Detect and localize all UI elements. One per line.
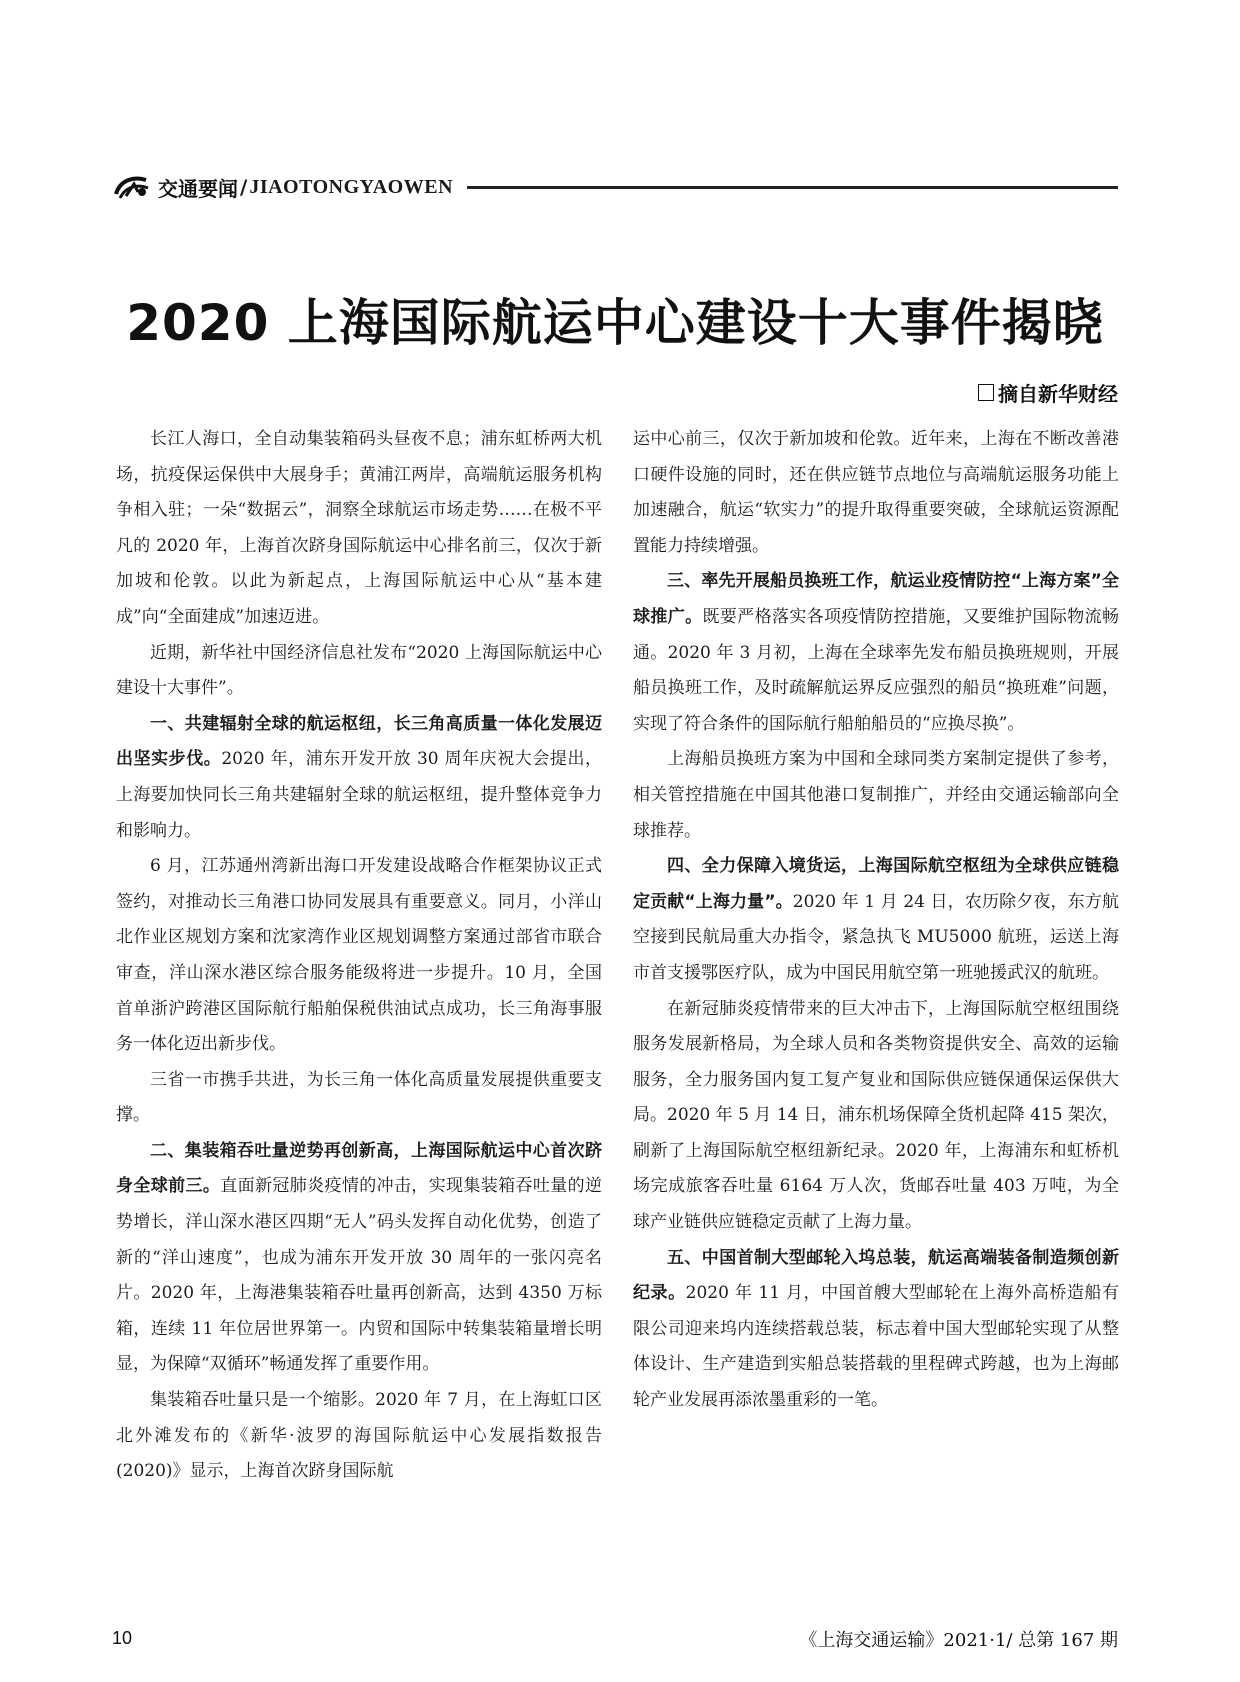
source-box-icon <box>978 384 994 401</box>
journal-issue: 《上海交通运输》2021·1/ 总第 167 期 <box>799 1630 1118 1651</box>
section-heading: 二、集装箱吞吐量逆势再创新高，上海国际航运中心首次跻身全球前三。 <box>116 1140 602 1197</box>
paragraph-text: 2020 年，浦东开发开放 30 周年庆祝大会提出，上海要加快同长三角共建辐射全球的航运枢纽，提升整体竞争力和影响力。 <box>116 749 603 841</box>
left-column <box>116 422 602 1490</box>
paragraph-text: 6 月，江苏通州湾新出海口开发建设战略合作框架协议正式签约，对推动长三角港口协同发展具有重要意义。同月，小洋山北作业区规划方案和沈家湾作业区规划调整方案通过部省市联合审查，洋山深水港区综合服务能级将进一步提升。10 月，全国首单浙沪跨港区国际航行船舶保税供油试点成功，长三角海事服务一体化迈出新步伐。 <box>116 856 602 1055</box>
article-paragraph <box>116 1134 602 1383</box>
article-paragraph <box>633 742 1119 849</box>
article-paragraph <box>633 564 1119 742</box>
article-paragraph <box>116 636 602 707</box>
article-paragraph <box>116 849 602 1063</box>
section-heading: 一、共建辐射全球的航运枢纽，长三角高质量一体化发展迈出坚实步伐。 <box>116 713 602 770</box>
paragraph-text: 近期，新华社中国经济信息社发布“2020 上海国际航运中心建设十大事件”。 <box>116 642 602 699</box>
journal-logo-icon <box>112 172 152 202</box>
article-paragraph <box>633 849 1119 991</box>
section-heading: 三、率先开展船员换班工作，航运业疫情防控“上海方案”全球推广。 <box>633 571 1119 627</box>
paragraph-text: 长江人海口，全自动集装箱码头昼夜不息；浦东虹桥两大机场，抗疫保运保供中大展身手；黄浦江两岸，高端航运服务机构争相入驻；一朵“数据云”，洞察全球航运市场走势……在极不平凡的 2020 年，上海首次跻身国际航运中心排名前三，仅次于新加坡和伦敦。以此为新起点，上海国际航运中心从“基本建成”向“全面建成”加速迈进。 <box>116 429 602 627</box>
article-paragraph <box>633 1241 1119 1419</box>
section-title-cn: 交通要闻 <box>158 176 238 201</box>
article-source <box>978 378 1118 407</box>
section-header <box>112 170 1118 204</box>
article-title: 2020 上海国际航运中心建设十大事件揭晓 <box>126 294 1104 352</box>
article-paragraph <box>116 1063 602 1134</box>
paragraph-text: 2020 年 1 月 24 日，农历除夕夜，东方航空接到民航局重大办指令，紧急执飞 MU5000 航班，运送上海市首支援鄂医疗队，成为中国民用航空第一班驰援武汉的航班。 <box>633 891 1119 983</box>
article-paragraph <box>633 992 1119 1241</box>
paragraph-text: 三省一市携手共进，为长三角一体化高质量发展提供重要支撑。 <box>116 1069 602 1126</box>
header-rule <box>467 186 1118 189</box>
paragraph-text: 在新冠肺炎疫情带来的巨大冲击下，上海国际航空枢纽围绕服务发展新格局，为全球人员和各类物资提供安全、高效的运输服务，全力服务国内复工复产复业和国际供应链保通保运保供大局。2020 年 5 月 14 日，浦东机场保障全货机起降 415 架次，刷新了上海国际航空枢纽新纪录。2020 年，上海浦东和虹桥机场完成旅客吞吐量 6164 万人次，货邮吞吐量 403 万吨，为全球产业链供应链稳定贡献了上海力量。 <box>633 998 1119 1233</box>
section-title-en: JIAOTONGYAOWEN <box>249 175 454 198</box>
section-heading: 四、全力保障入境货运，上海国际航空枢纽为全球供应链稳定贡献“上海力量”。 <box>633 856 1119 912</box>
article-paragraph <box>116 707 602 849</box>
paragraph-text: 上海船员换班方案为中国和全球同类方案制定提供了参考，相关管控措施在中国其他港口复制推广，并经由交通运输部向全球推荐。 <box>633 749 1119 841</box>
paragraph-text: 运中心前三，仅次于新加坡和伦敦。近年来，上海在不断改善港口硬件设施的同时，还在供应链节点地位与高端航运服务功能上加速融合，航运“软实力”的提升取得重要突破，全球航运资源配置能力持续增强。 <box>633 429 1119 556</box>
right-column <box>633 422 1119 1419</box>
page-number: 10 <box>112 1628 133 1648</box>
section-heading: 五、中国首制大型邮轮入坞总装，航运高端装备制造频创新纪录。 <box>633 1247 1119 1304</box>
article-paragraph <box>116 1383 602 1490</box>
paragraph-text: 2020 年 11 月，中国首艘大型邮轮在上海外高桥造船有限公司迎来坞内连续搭载总装，标志着中国大型邮轮实现了从整体设计、生产建造到实船总装搭载的里程碑式跨越，也为上海邮轮产业发展再添浓墨重彩的一笔。 <box>633 1283 1120 1411</box>
article-paragraph <box>633 422 1119 564</box>
source-text: 摘自新华财经 <box>998 382 1118 406</box>
paragraph-text: 直面新冠肺炎疫情的冲击，实现集装箱吞吐量的逆势增长，洋山深水港区四期“无人”码头发挥自动化优势，创造了新的“洋山速度”，也成为浦东开发开放 30 周年的一张闪亮名片。2020 年，上海港集装箱吞吐量再创新高，达到 4350 万标箱，连续 11 年位居世界第一。内贸和国际中转集装箱量增长明显，为保障“双循环”畅通发挥了重要作用。 <box>116 1176 603 1375</box>
paragraph-text: 集装箱吞吐量只是一个缩影。2020 年 7 月，在上海虹口区北外滩发布的《新华·波罗的海国际航运中心发展指数报告(2020)》显示，上海首次跻身国际航 <box>116 1390 602 1482</box>
paragraph-text: 既要严格落实各项疫情防控措施，又要维护国际物流畅通。2020 年 3 月初，上海在全球率先发布船员换班规则，开展船员换班工作，及时疏解航运界反应强烈的船员“换班难”问题，实现了符合条件的国际航行船舶船员的“应换尽换”。 <box>633 606 1120 734</box>
section-title-slash: / <box>240 175 248 199</box>
article-paragraph <box>116 422 602 636</box>
